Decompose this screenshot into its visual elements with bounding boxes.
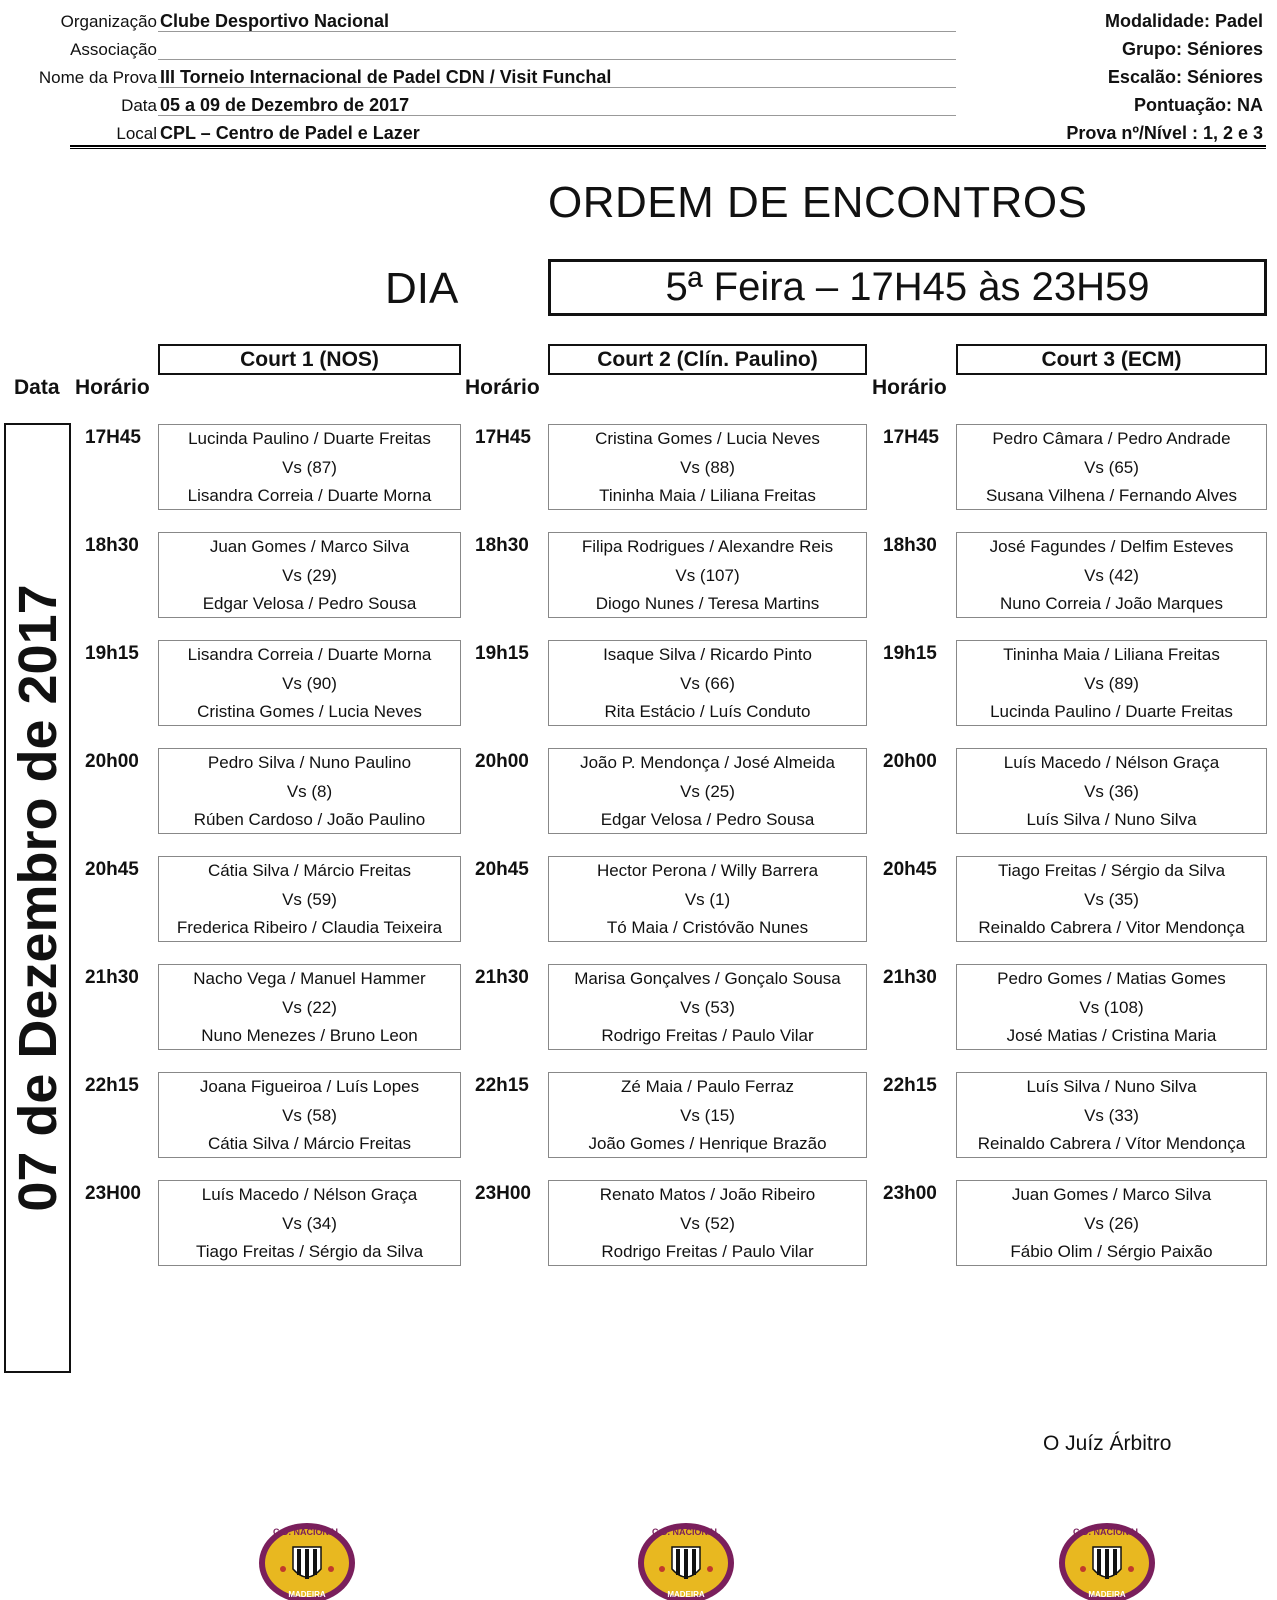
- match-number: Vs (35): [1084, 889, 1139, 909]
- team-pair: Tininha Maia / Liliana Freitas: [599, 486, 816, 505]
- match-number: Vs (25): [680, 781, 735, 801]
- header-modalidade: Modalidade: Padel: [1104, 11, 1263, 31]
- match-box: [956, 964, 1267, 1050]
- match-box: [158, 424, 461, 510]
- match-box: [548, 1180, 867, 1266]
- team-pair: Nuno Correia / João Marques: [999, 594, 1223, 613]
- match-number: Vs (53): [680, 997, 735, 1017]
- team-pair: Luís Silva / Nuno Silva: [1026, 810, 1197, 829]
- match-number: Vs (88): [680, 457, 735, 477]
- logo-text-bottom: MADEIRA: [1088, 1590, 1126, 1599]
- time-slot: 23H00: [85, 1183, 141, 1204]
- court-1-header: Court 1 (NOS): [158, 344, 461, 375]
- match-box: [956, 532, 1267, 618]
- match-box: [548, 424, 867, 510]
- team-pair: João P. Mendonça / José Almeida: [580, 753, 835, 772]
- data-column-label: Data: [14, 376, 60, 399]
- referee-signature-label: O Juíz Árbitro: [1043, 1432, 1172, 1455]
- time-slot: 20h45: [883, 859, 937, 880]
- match-number: Vs (66): [680, 673, 735, 693]
- match-number: Vs (59): [282, 889, 337, 909]
- time-slot: 17H45: [475, 427, 531, 448]
- time-slot: 20h00: [883, 751, 937, 772]
- team-pair: Pedro Gomes / Matias Gomes: [997, 969, 1226, 988]
- horario-column-label: Horário: [872, 376, 947, 399]
- team-pair: Juan Gomes / Marco Silva: [1011, 1185, 1212, 1204]
- match-box: [158, 748, 461, 834]
- team-pair: Nuno Menezes / Bruno Leon: [201, 1026, 418, 1045]
- team-pair: Pedro Câmara / Pedro Andrade: [992, 429, 1231, 448]
- match-box: [548, 640, 867, 726]
- horario-column-label: Horário: [75, 376, 150, 399]
- match-number: Vs (8): [286, 781, 333, 801]
- day-time-box: 5ª Feira – 17H45 às 23H59: [548, 259, 1267, 316]
- time-slot: 18h30: [85, 535, 139, 556]
- header-row-local: [0, 116, 1277, 144]
- court-3-header: Court 3 (ECM): [956, 344, 1267, 375]
- match-box: [956, 640, 1267, 726]
- team-pair: Hector Perona / Willy Barrera: [596, 861, 819, 880]
- time-slot: 21h30: [883, 967, 937, 988]
- time-slot: 20h45: [85, 859, 139, 880]
- header-value: 05 a 09 de Dezembro de 2017: [160, 95, 410, 115]
- team-pair: Cristina Gomes / Lucia Neves: [595, 429, 820, 448]
- match-box: [158, 1180, 461, 1266]
- time-slot: 21h30: [475, 967, 529, 988]
- time-slot: 20h00: [85, 751, 139, 772]
- match-box: [956, 424, 1267, 510]
- date-vertical-box: [4, 423, 71, 1373]
- match-number: Vs (58): [282, 1105, 337, 1125]
- match-box: [956, 1180, 1267, 1266]
- date-vertical-text: 07 de Dezembro de 2017: [7, 584, 68, 1212]
- header-row-data: [0, 88, 1277, 116]
- team-pair: Marisa Gonçalves / Gonçalo Sousa: [574, 969, 841, 988]
- team-pair: Frederica Ribeiro / Claudia Teixeira: [176, 918, 443, 937]
- match-number: Vs (108): [1079, 997, 1144, 1017]
- time-slot: 22h15: [85, 1075, 139, 1096]
- header-label: Associação: [70, 40, 157, 59]
- header-escalao: Escalão: Séniores: [1107, 67, 1263, 87]
- team-pair: Filipa Rodrigues / Alexandre Reis: [581, 537, 834, 556]
- team-pair: Cátia Silva / Márcio Freitas: [207, 861, 412, 880]
- logo-text-top: C.D. NACIONAL: [273, 1527, 341, 1537]
- team-pair: Pedro Silva / Nuno Paulino: [207, 753, 412, 772]
- match-box: [956, 748, 1267, 834]
- team-pair: Lucinda Paulino / Duarte Freitas: [990, 702, 1233, 721]
- team-pair: Joana Figueiroa / Luís Lopes: [199, 1077, 420, 1096]
- team-pair: Susana Vilhena / Fernando Alves: [985, 486, 1238, 505]
- header-row-associacao: [0, 32, 1277, 60]
- team-pair: Tininha Maia / Liliana Freitas: [1003, 645, 1220, 664]
- time-slot: 18h30: [475, 535, 529, 556]
- match-box: [158, 856, 461, 942]
- logo-text-top: C.D. NACIONAL: [652, 1527, 720, 1537]
- team-pair: Tiago Freitas / Sérgio da Silva: [195, 1242, 424, 1261]
- logo-text-top: C.D. NACIONAL: [1073, 1527, 1141, 1537]
- match-box: [548, 532, 867, 618]
- team-pair: Lisandra Correia / Duarte Morna: [187, 645, 432, 664]
- match-box: [956, 856, 1267, 942]
- match-number: Vs (42): [1084, 565, 1139, 585]
- match-box: [548, 856, 867, 942]
- header-value: CPL – Centro de Padel e Lazer: [160, 123, 420, 143]
- team-pair: José Fagundes / Delfim Esteves: [989, 537, 1234, 556]
- page-title: ORDEM DE ENCONTROS: [548, 178, 1088, 227]
- team-pair: Luís Silva / Nuno Silva: [1026, 1077, 1197, 1096]
- team-pair: Rodrigo Freitas / Paulo Vilar: [601, 1242, 814, 1261]
- team-pair: Rúben Cardoso / João Paulino: [193, 810, 426, 829]
- team-pair: Nacho Vega / Manuel Hammer: [193, 969, 426, 988]
- match-box: [158, 532, 461, 618]
- header-row-nome-prova: [0, 60, 1277, 88]
- team-pair: Edgar Velosa / Pedro Sousa: [202, 594, 417, 613]
- horario-column-label: Horário: [465, 376, 540, 399]
- header-pontuacao: Pontuação: NA: [1133, 95, 1263, 115]
- header-label: Local: [116, 124, 157, 143]
- time-slot: 20h00: [475, 751, 529, 772]
- team-pair: Luís Macedo / Nélson Graça: [1003, 753, 1220, 772]
- team-pair: Lucinda Paulino / Duarte Freitas: [188, 429, 431, 448]
- team-pair: Lisandra Correia / Duarte Morna: [187, 486, 432, 505]
- team-pair: Edgar Velosa / Pedro Sousa: [600, 810, 815, 829]
- time-slot: 20h45: [475, 859, 529, 880]
- match-number: Vs (1): [684, 889, 731, 909]
- match-number: Vs (52): [680, 1213, 735, 1233]
- team-pair: Zé Maia / Paulo Ferraz: [621, 1077, 794, 1096]
- team-pair: Reinaldo Cabrera / Vitor Mendonça: [978, 918, 1245, 937]
- time-slot: 19h15: [475, 643, 529, 664]
- header-divider: [70, 145, 1266, 149]
- match-box: [158, 640, 461, 726]
- time-slot: 23h00: [883, 1183, 937, 1204]
- header-label: Organização: [60, 12, 157, 31]
- match-number: Vs (34): [282, 1213, 337, 1233]
- header-label: Data: [121, 96, 157, 115]
- time-slot: 23H00: [475, 1183, 531, 1204]
- team-pair: José Matias / Cristina Maria: [1006, 1026, 1217, 1045]
- match-box: [956, 1072, 1267, 1158]
- dia-label: DIA: [385, 264, 459, 313]
- club-logo: [1057, 1517, 1157, 1600]
- logo-text-bottom: MADEIRA: [288, 1590, 326, 1599]
- team-pair: Diogo Nunes / Teresa Martins: [595, 594, 820, 613]
- header-row-organizacao: [0, 4, 1277, 32]
- time-slot: 17H45: [883, 427, 939, 448]
- time-slot: 22h15: [475, 1075, 529, 1096]
- team-pair: Isaque Silva / Ricardo Pinto: [603, 645, 812, 664]
- match-box: [158, 964, 461, 1050]
- time-slot: 19h15: [883, 643, 937, 664]
- team-pair: Tiago Freitas / Sérgio da Silva: [997, 861, 1226, 880]
- time-slot: 22h15: [883, 1075, 937, 1096]
- match-number: Vs (107): [675, 565, 740, 585]
- court-2-header: Court 2 (Clín. Paulino): [548, 344, 867, 375]
- match-box: [548, 964, 867, 1050]
- match-box: [548, 1072, 867, 1158]
- header-label: Nome da Prova: [38, 68, 157, 87]
- club-logo: [636, 1517, 736, 1600]
- match-number: Vs (29): [282, 565, 337, 585]
- club-logo: [257, 1517, 357, 1600]
- team-pair: Tó Maia / Cristóvão Nunes: [606, 918, 809, 937]
- match-box: [548, 748, 867, 834]
- team-pair: Luís Macedo / Nélson Graça: [201, 1185, 418, 1204]
- team-pair: Rodrigo Freitas / Paulo Vilar: [601, 1026, 814, 1045]
- match-number: Vs (22): [282, 997, 337, 1017]
- team-pair: Juan Gomes / Marco Silva: [209, 537, 410, 556]
- time-slot: 18h30: [883, 535, 937, 556]
- match-number: Vs (65): [1084, 457, 1139, 477]
- logo-text-bottom: MADEIRA: [667, 1590, 705, 1599]
- match-number: Vs (15): [680, 1105, 735, 1125]
- team-pair: Renato Matos / João Ribeiro: [599, 1185, 816, 1204]
- team-pair: João Gomes / Henrique Brazão: [588, 1134, 827, 1153]
- time-slot: 19h15: [85, 643, 139, 664]
- header-grupo: Grupo: Séniores: [1121, 39, 1263, 59]
- time-slot: 21h30: [85, 967, 139, 988]
- team-pair: Fábio Olim / Sérgio Paixão: [1010, 1242, 1213, 1261]
- match-number: Vs (33): [1084, 1105, 1139, 1125]
- team-pair: Cátia Silva / Márcio Freitas: [207, 1134, 412, 1153]
- match-box: [158, 1072, 461, 1158]
- match-number: Vs (36): [1084, 781, 1139, 801]
- time-slot: 17H45: [85, 427, 141, 448]
- team-pair: Reinaldo Cabrera / Vítor Mendonça: [977, 1134, 1246, 1153]
- match-number: Vs (26): [1084, 1213, 1139, 1233]
- header-value: III Torneio Internacional de Padel CDN / Visit Funchal: [160, 67, 612, 87]
- match-number: Vs (89): [1084, 673, 1139, 693]
- team-pair: Rita Estácio / Luís Conduto: [604, 702, 811, 721]
- match-number: Vs (90): [282, 673, 337, 693]
- match-number: Vs (87): [282, 457, 337, 477]
- header-value: Clube Desportivo Nacional: [160, 11, 390, 31]
- team-pair: Cristina Gomes / Lucia Neves: [197, 702, 422, 721]
- header-prova-nivel: Prova nº/Nível : 1, 2 e 3: [1066, 123, 1263, 143]
